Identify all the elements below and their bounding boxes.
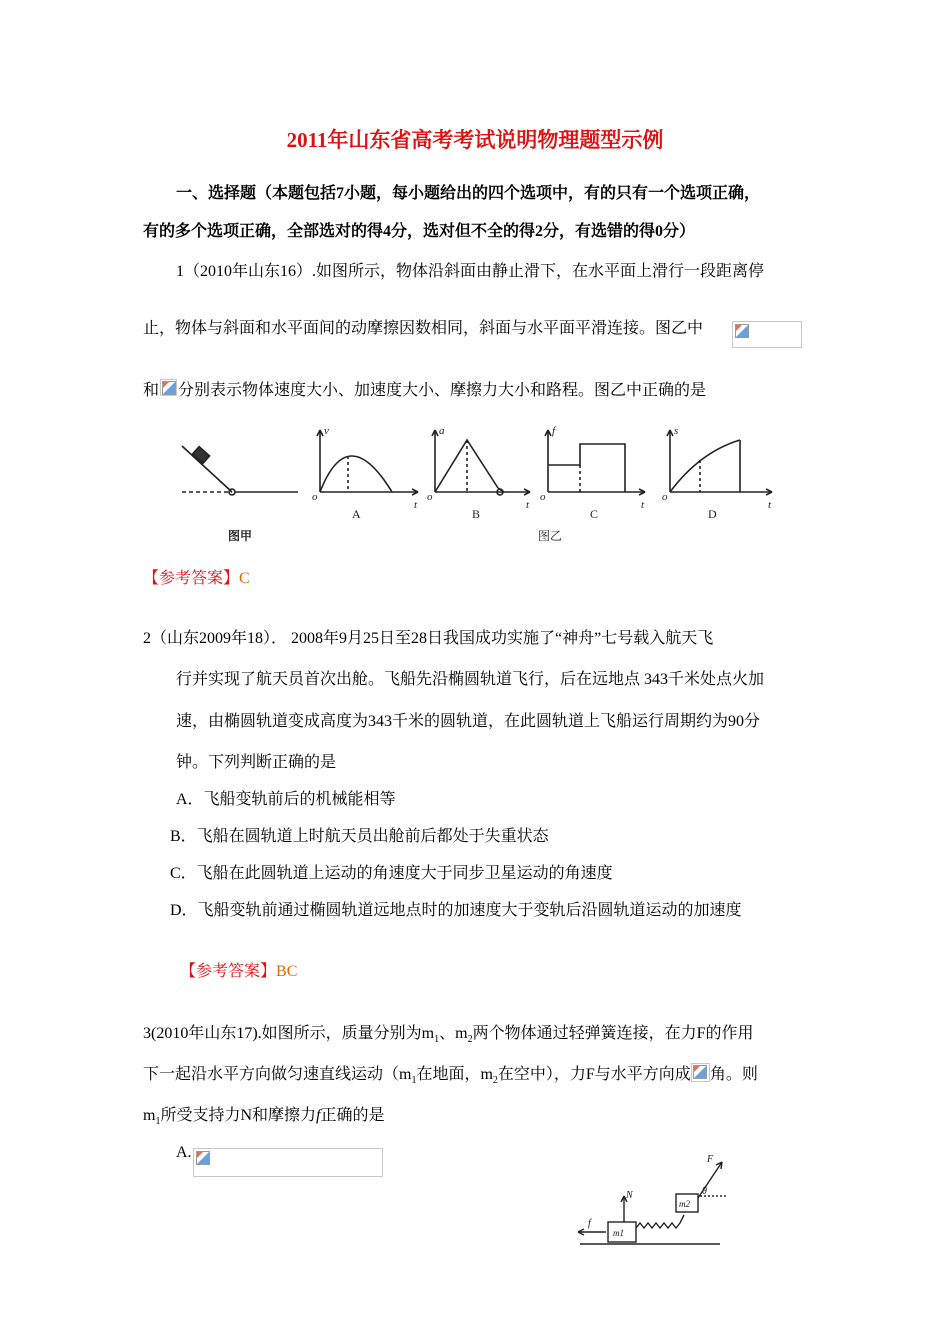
graph-a-axis-label: v [324, 425, 329, 437]
section-heading-line1: 一、选择题（本题包括7小题，每小题给出的四个选项中，有的只有一个选项正确， [176, 185, 761, 202]
q1-answer-label: 【参考答案】 [143, 570, 240, 587]
graph-a-label: A [352, 507, 361, 521]
force-n-label: N [626, 1190, 633, 1201]
q2-answer-value: BC [276, 963, 298, 980]
sliding-block [192, 447, 209, 464]
graph-c-curve [548, 444, 625, 492]
broken-image-icon [691, 1063, 710, 1082]
q2-line3: 速，由椭圆轨道变成高度为343千米的圆轨道，在此圆轨道上飞船运行周期约为90分 [176, 713, 761, 730]
graph-a-time-label: t [414, 499, 418, 511]
q1-figure [170, 420, 790, 550]
q2-line2: 行并实现了航天员首次出舱。飞船先沿椭圆轨道飞行，后在远地点 343千米处点火加 [176, 671, 765, 688]
graph-c-origin: o [540, 491, 546, 503]
q2-answer [180, 958, 297, 981]
figure-jia-caption: 图甲 [228, 529, 253, 543]
q2-line1: 2（山东2009年18）． 2008年9月25日至28日我国成功实施了“神舟”七号载入航天飞 [143, 630, 714, 647]
q1-line3-start: 和 [143, 382, 160, 399]
q2-option-b: B．飞船在圆轨道上时航天员出舱前后都处于失重状态 [170, 828, 549, 845]
graph-d-label: D [708, 507, 717, 521]
block-m2-label: m2 [679, 1199, 690, 1209]
broken-image-icon [160, 379, 177, 396]
q2-answer-label: 【参考答案】 [180, 963, 277, 980]
q2-line4: 钟。下列判断正确的是 [176, 754, 337, 771]
q1-line3-rest: 分别表示物体速度大小、加速度大小、摩擦力大小和路程。图乙中正确的是 [178, 382, 707, 399]
graph-b-label: B [472, 507, 481, 521]
q1-line1: 1（2010年山东16）.如图所示，物体沿斜面由静止滑下，在水平面上滑行一段距离停 [176, 263, 765, 280]
broken-image-icon [193, 1148, 383, 1177]
q1-answer-value: C [239, 570, 250, 587]
q3-line3: $m_1$所受支持力N和摩擦力f正确的是 [143, 1107, 385, 1128]
q3-line2: 下一起沿水平方向做匀速直线运动（$m_1$在地面，$m_2$在空中），力F与水平方向成 角。则 [143, 1061, 758, 1086]
graph-d-time-label: t [768, 499, 772, 511]
broken-image-icon [732, 321, 802, 348]
graph-d-curve [670, 440, 740, 492]
graph-a-origin: o [312, 491, 318, 503]
graph-a-curve [320, 456, 392, 492]
q1-line2: 止，物体与斜面和水平面间的动摩擦因数相同，斜面与水平面平滑连接。图乙中 [143, 320, 704, 337]
graph-d-origin: o [662, 491, 668, 503]
q2-option-a: A．飞船变轨前后的机械能相等 [176, 791, 396, 808]
q2-option-d: D．飞船变轨前通过椭圆轨道远地点时的加速度大于变轨后沿圆轨道运动的加速度 [170, 902, 742, 919]
force-friction-label: f [588, 1218, 591, 1229]
graph-d-axis-label: s [674, 425, 679, 437]
q3-figure [570, 1148, 730, 1253]
q2-option-c: C．飞船在此圆轨道上运动的角速度大于同步卫星运动的角速度 [170, 865, 613, 882]
figure-yi-caption: 图乙 [538, 529, 563, 543]
q1-answer [143, 565, 250, 588]
section-heading-line2: 有的多个选项正确，全部选对的得4分，选对但不全的得2分，有选错的得0分） [143, 223, 696, 240]
block-m1-label: m1 [613, 1228, 624, 1238]
spring [636, 1215, 684, 1228]
q3-option-a-label: A. [176, 1144, 192, 1161]
page-title: 2011年山东省高考考试说明物理题型示例 [286, 128, 664, 152]
angle-label: θ [702, 1186, 707, 1197]
q3-line1: 3(2010年山东17).如图所示，质量分别为$m_1$、$m_2$两个物体通过轻弹簧连接，在力F的作用 [143, 1025, 754, 1046]
graph-b-axis-label: a [439, 425, 445, 437]
graph-b-time-label: t [526, 499, 530, 511]
graph-c-time-label: t [641, 499, 645, 511]
graph-c-label: C [590, 507, 599, 521]
graph-c-axis-label: f [552, 425, 556, 437]
graph-b-origin: o [427, 491, 433, 503]
force-f-label: F [707, 1154, 714, 1165]
